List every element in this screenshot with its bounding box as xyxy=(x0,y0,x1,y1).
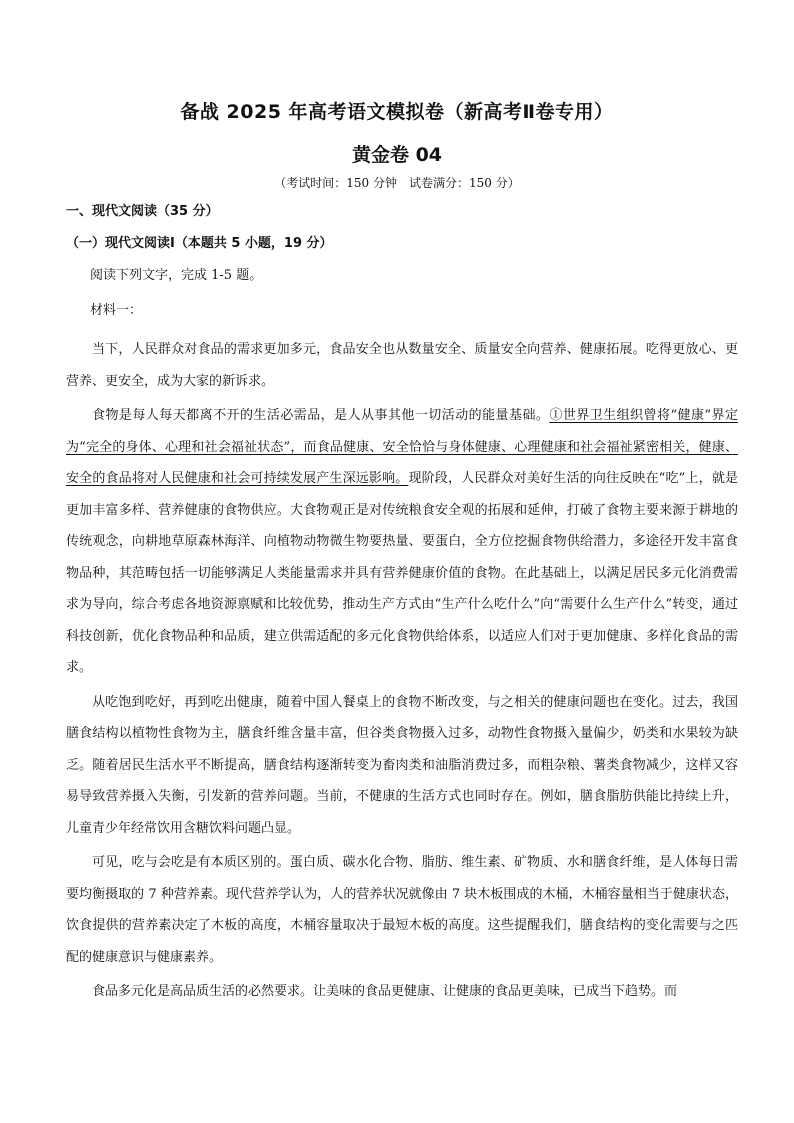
paragraph-2-rest: 现阶段，人民群众对美好生活的向往反映在“吃”上，就是更加丰富多样、营养健康的食物供应。大食物观正是对传统粮食安全观的拓展和延伸，打破了食物主要来源于耕地的传统观念，向耕地草原森林海洋、向植物动物微生物要热量、要蛋白，全方位挖掘食物供给潜力，多途径开发丰富食物品种，其范畴包括一切能够满足人类能量需求并具有营养健康价值的食物。在此基础上，以满足居民多元化消费需求为导向，综合考虑各地资源禀赋和比较优势，推动生产方式由“生产什么吃什么”向“需要什么生产什么”转变，通过科技创新，优化食物品种和品质，建立供需适配的多元化食物供给体系，以适应人们对于更加健康、多样化食品的需求。 xyxy=(66,471,738,675)
exam-info: （考试时间：150 分钟 试卷满分：150 分） xyxy=(274,176,520,190)
section-subheading: （一）现代文阅读Ⅰ（本题共 5 小题，19 分） xyxy=(66,236,333,251)
section-heading: 一、现代文阅读（35 分） xyxy=(66,204,219,219)
underlined-sentence-1: ①世界卫生组织曾将“健康”界定为“完全的身体、心理和社会福祉状态”，而食品健康、安全恰恰与身体健康、心理健康和社会福祉紧密相关，健康、安全的食品将对人民健康和社会可持续发展产生深远影响。 xyxy=(66,408,738,486)
exam-title: 备战 2025 年高考语文模拟卷（新高考Ⅱ卷专用） xyxy=(180,101,614,123)
paragraph-5: 食品多元化是高品质生活的必然要求。让美味的食品更健康、让健康的食品更美味，已成当下趋势。而 xyxy=(92,984,678,999)
passage-body xyxy=(66,334,738,1011)
paragraph-2-intro: 食物是每人每天都离不开的生活必需品，是人从事其他一切活动的能量基础。 xyxy=(92,408,550,423)
paragraph-3: 从吃饱到吃好，再到吃出健康，随着中国人餐桌上的食物不断改变，与之相关的健康问题也在变化。过去，我国膳食结构以植物性食物为主，膳食纤维含量丰富，但谷类食物摄入过多，动物性食物摄入量偏少，奶类和水果较为缺乏。随着居民生活水平不断提高，膳食结构逐渐转变为畜肉类和油脂消费过多，而粗杂粮、薯类食物减少，这样又容易导致营养摄入失衡，引发新的营养问题。当前，不健康的生活方式也同时存在。例如，膳食脂肪供能比持续上升，儿童青少年经常饮用含糖饮料问题凸显。 xyxy=(66,694,738,836)
paragraph-4: 可见，吃与会吃是有本质区别的。蛋白质、碳水化合物、脂肪、维生素、矿物质、水和膳食纤维，是人体每日需要均衡摄取的 7 种营养素。现代营养学认为，人的营养状况就像由 7 块木板围成的木桶，木桶容量相当于健康状态，饮食提供的营养素决定了木板的高度，木桶容量取决于最短木板的高度。这些提醒我们，膳食结构的变化需要与之匹配的健康意识与健康素养。 xyxy=(66,855,738,965)
paragraph-2 xyxy=(66,400,738,684)
exam-subtitle: 黄金卷 04 xyxy=(351,144,443,166)
reading-instruction: 阅读下列文字，完成 1-5 题。 xyxy=(90,268,263,283)
paragraph-1: 当下，人民群众对食品的需求更加多元，食品安全也从数量安全、质量安全向营养、健康拓展。吃得更放心、更营养、更安全，成为大家的新诉求。 xyxy=(66,342,738,389)
material-label: 材料一： xyxy=(90,303,143,318)
